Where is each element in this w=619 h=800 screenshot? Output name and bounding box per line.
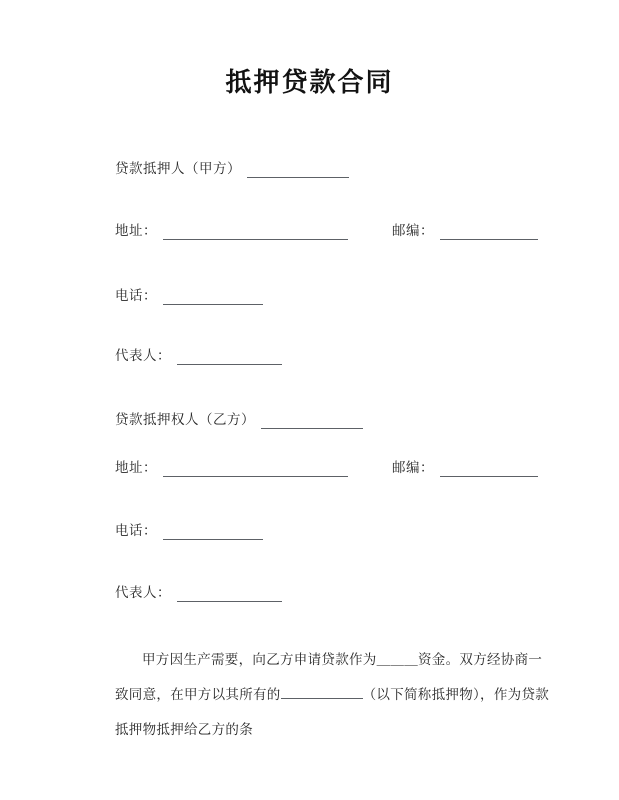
- party-a-zip-input[interactable]: [440, 225, 538, 240]
- party-b-phone-input[interactable]: [163, 525, 263, 540]
- paragraph-segment-1: 甲方因生产需要，向乙方申请贷款作为＿＿＿资金。双方经协商一致同意，在甲方以其所有的: [115, 652, 543, 703]
- field-row-party-a-phone: [115, 287, 263, 305]
- party-b-zip-input[interactable]: [440, 462, 538, 477]
- field-row-party-b-phone: [115, 522, 263, 540]
- party-b-name-label: 贷款抵押权人（乙方）: [115, 412, 255, 428]
- party-a-phone-input[interactable]: [163, 290, 263, 305]
- party-b-phone-label: 电话：: [115, 523, 157, 539]
- field-row-party-b-name: [115, 411, 363, 429]
- field-row-party-a-name: [115, 160, 349, 178]
- party-a-address-input[interactable]: [163, 225, 348, 240]
- party-a-name-input[interactable]: [247, 163, 349, 178]
- field-row-party-a-address: [115, 222, 348, 240]
- contract-body-paragraph: [115, 643, 550, 748]
- party-a-address-label: 地址：: [115, 223, 157, 239]
- party-a-representative-label: 代表人：: [115, 348, 171, 364]
- page-title: 抵押贷款合同: [225, 68, 394, 98]
- field-row-party-a-zip: [392, 222, 538, 240]
- paragraph-segment-2: （以下简称抵押物），作为贷款抵押物抵押给乙方的条: [115, 687, 550, 738]
- field-row-party-a-representative: [115, 347, 282, 365]
- party-a-name-label: 贷款抵押人（甲方）: [115, 161, 241, 177]
- party-a-zip-label: 邮编：: [392, 223, 434, 239]
- party-b-zip-label: 邮编：: [392, 460, 434, 476]
- party-b-address-input[interactable]: [163, 462, 348, 477]
- collateral-description-input[interactable]: [281, 686, 363, 699]
- party-b-name-input[interactable]: [261, 414, 363, 429]
- party-a-phone-label: 电话：: [115, 288, 157, 304]
- field-row-party-b-zip: [392, 459, 538, 477]
- field-row-party-b-representative: [115, 584, 282, 602]
- party-a-representative-input[interactable]: [177, 350, 282, 365]
- party-b-representative-input[interactable]: [177, 587, 282, 602]
- field-row-party-b-address: [115, 459, 348, 477]
- party-b-representative-label: 代表人：: [115, 585, 171, 601]
- party-b-address-label: 地址：: [115, 460, 157, 476]
